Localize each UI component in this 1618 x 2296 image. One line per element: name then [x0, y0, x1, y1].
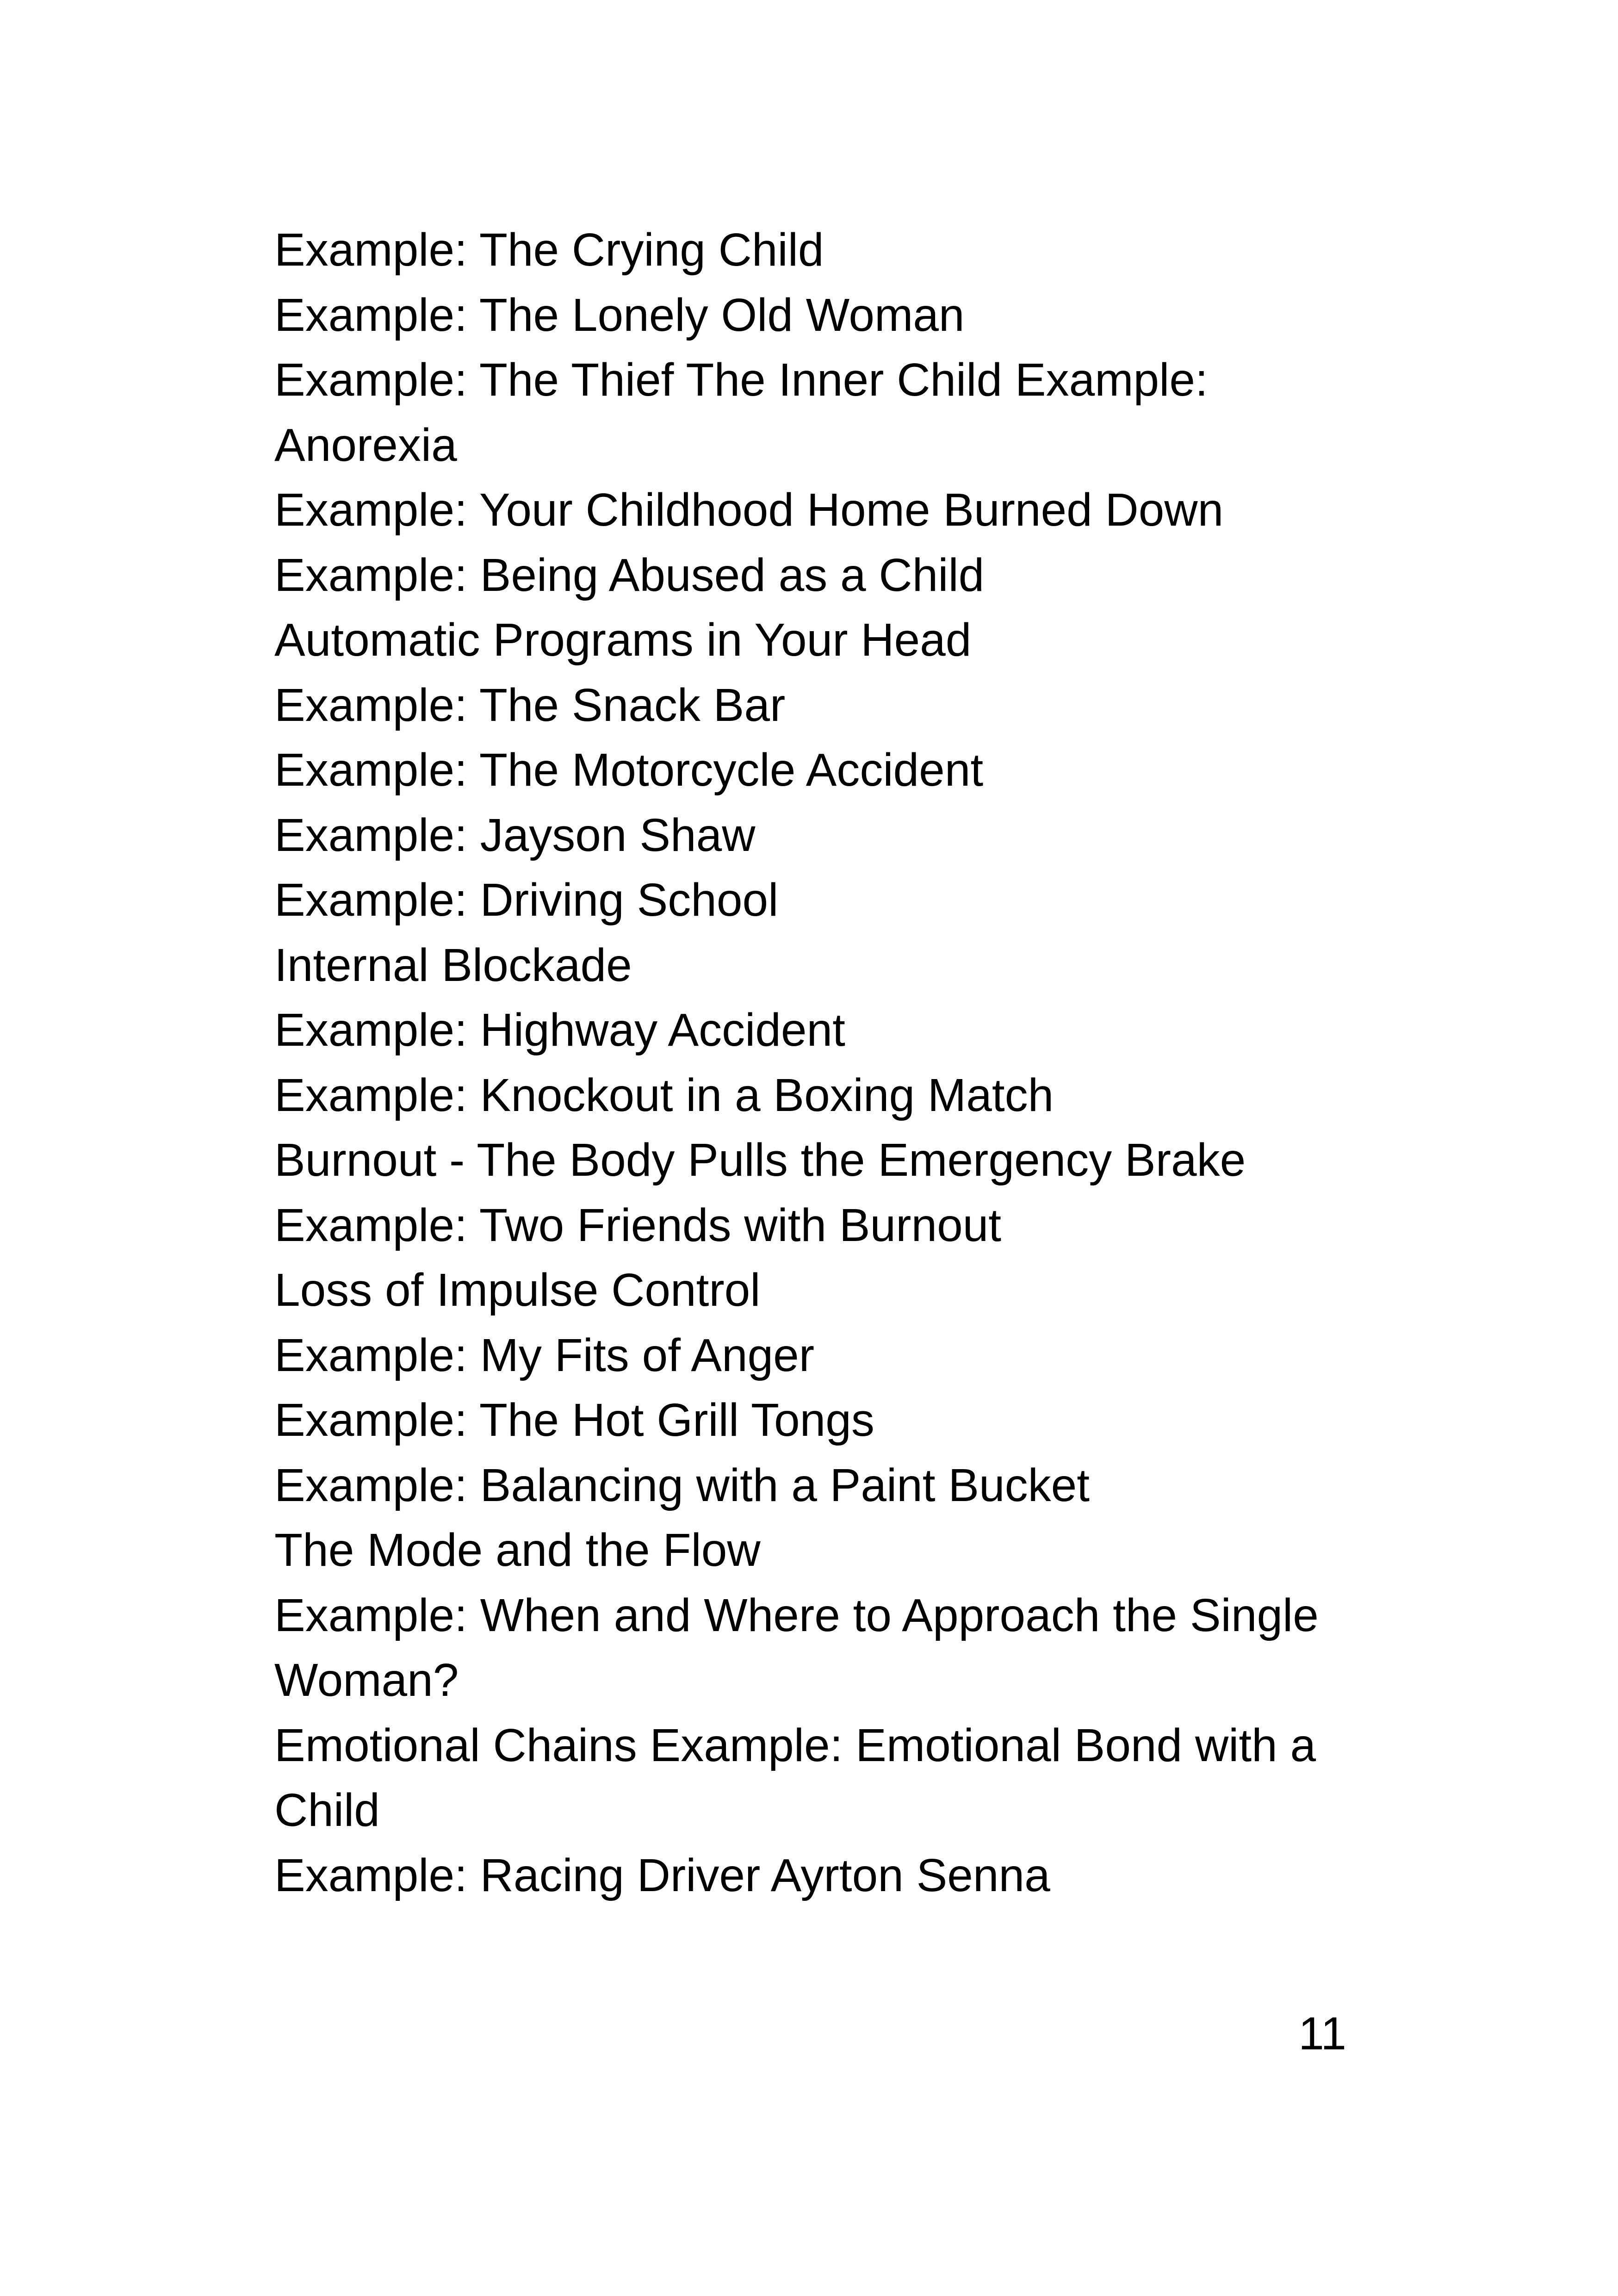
toc-line: Example: The Motorcycle Accident	[274, 744, 984, 796]
toc-line: Example: Balancing with a Paint Bucket	[274, 1459, 1090, 1511]
toc-line: Example: The Thief The Inner Child Example:	[274, 354, 1208, 406]
toc-line: Example: The Snack Bar	[274, 679, 786, 731]
toc-line: Example: Highway Accident	[274, 1004, 845, 1056]
toc-line: Child	[274, 1784, 380, 1836]
toc-line: Example: The Lonely Old Woman	[274, 289, 965, 341]
toc-line: Example: Racing Driver Ayrton Senna	[274, 1849, 1050, 1901]
toc-line: Example: Two Friends with Burnout	[274, 1199, 1002, 1251]
toc-line: Burnout - The Body Pulls the Emergency Brake	[274, 1134, 1246, 1186]
toc-line: Example: Driving School	[274, 874, 779, 926]
toc-line: Example: Jayson Shaw	[274, 809, 756, 861]
toc-line: Loss of Impulse Control	[274, 1264, 761, 1316]
toc-line: Woman?	[274, 1654, 459, 1706]
page-number: 11	[1298, 2008, 1346, 2060]
toc-line: Example: When and Where to Approach the Single	[274, 1589, 1319, 1641]
toc-line: The Mode and the Flow	[274, 1524, 761, 1576]
toc-line: Anorexia	[274, 419, 457, 471]
toc-line: Example: Your Childhood Home Burned Down	[274, 484, 1224, 536]
toc-line: Example: The Hot Grill Tongs	[274, 1394, 874, 1446]
toc-line: Emotional Chains Example: Emotional Bond with a	[274, 1719, 1316, 1771]
table-of-contents	[274, 217, 1366, 1908]
toc-line: Example: My Fits of Anger	[274, 1329, 815, 1381]
toc-line: Example: Being Abused as a Child	[274, 549, 985, 601]
toc-line: Example: Knockout in a Boxing Match	[274, 1069, 1054, 1121]
toc-line: Internal Blockade	[274, 939, 632, 991]
toc-line: Automatic Programs in Your Head	[274, 614, 972, 666]
toc-line: Example: The Crying Child	[274, 224, 824, 276]
